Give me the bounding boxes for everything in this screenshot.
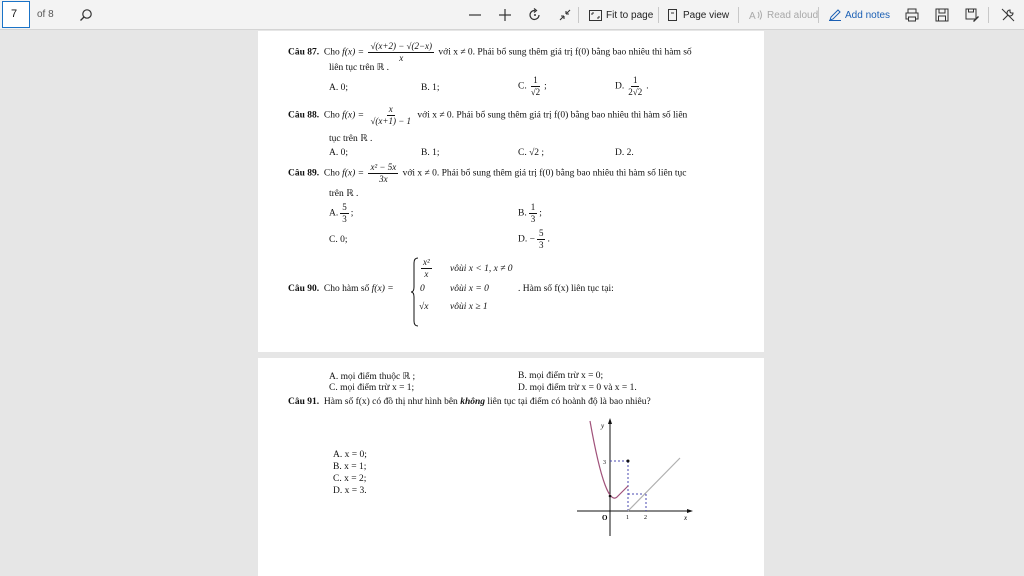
- pdf-page-8: [258, 358, 764, 576]
- print-icon[interactable]: [903, 6, 921, 24]
- y-axis-arrow: [608, 418, 612, 424]
- question-91: Câu 91. Hàm số f(x) có đồ thị như hình bên không liên tục tại điểm có hoành độ là bao nhiêu?: [288, 397, 651, 407]
- q90-option-b: B. mọi điểm trừ x = 0;: [518, 371, 604, 381]
- tick-y-3: 3: [603, 460, 606, 466]
- point-y-intercept: [609, 495, 612, 498]
- page-view-button[interactable]: [668, 7, 729, 23]
- read-aloud-button[interactable]: [749, 7, 818, 23]
- curve-left: [590, 421, 628, 498]
- piecewise-case-2: 0: [420, 284, 425, 294]
- q90-option-d: D. mọi điểm trừ x = 0 và x = 1.: [518, 383, 637, 393]
- question-90-intro: Câu 90. Cho hàm số f(x) =: [288, 284, 394, 294]
- piecewise-cond-1: vôùi x < 1, x ≠ 0: [450, 264, 513, 274]
- q91-option-c: C. x = 2;: [333, 474, 367, 484]
- save-icon[interactable]: [933, 6, 951, 24]
- origin-label: O: [602, 514, 608, 522]
- q87-option-c: C. $\frac{1}{√2}$ ;: [518, 75, 547, 97]
- pdf-page-7: [258, 31, 764, 352]
- piecewise-brace: [411, 257, 419, 327]
- fit-page-icon: [589, 10, 602, 21]
- pen-icon: [829, 9, 841, 21]
- q88-option-a: A. 0;: [329, 148, 348, 158]
- q88-option-c: C. √2 ;: [518, 148, 545, 158]
- fit-to-page-label: Fit to page: [606, 9, 654, 21]
- toolbar: [0, 0, 1024, 30]
- q90-option-c: C. mọi điểm trừ x = 1;: [329, 383, 415, 393]
- add-notes-label: Add notes: [845, 9, 891, 21]
- svg-text:A: A: [749, 11, 756, 21]
- piecewise-case-1: $\frac{\text{x²}}{x}$: [423, 257, 430, 279]
- settings-icon[interactable]: [999, 6, 1017, 24]
- zoom-out-icon[interactable]: [466, 6, 484, 24]
- q89-option-c: C. 0;: [329, 235, 348, 245]
- save-as-icon[interactable]: [963, 6, 981, 24]
- q87-option-a: A. 0;: [329, 83, 348, 93]
- tick-x-2: 2: [644, 515, 647, 521]
- collapse-icon[interactable]: [556, 6, 574, 24]
- q89-continuation: trên ℝ .: [329, 189, 359, 199]
- q88-option-b: B. 1;: [421, 148, 440, 158]
- line-right: [628, 458, 680, 511]
- question-89: Câu 89. Cho f(x) = $\frac{\text{x² − 5x}}{3x}$ với x ≠ 0. Phải bổ sung thêm giá trị f(0) bằng bao nhiêu thì hàm số liên tục: [288, 162, 687, 184]
- y-label: y: [601, 422, 605, 430]
- question-88: Câu 88. Cho f(x) = $\frac{x}{√(x+1) - 1}$ với x ≠ 0. Phải bổ sung thêm giá trị f(0) bằng bao nhiêu thì hàm số liên: [288, 104, 688, 126]
- piecewise-case-3: √x: [419, 302, 429, 312]
- q89-option-b: B. $\frac{1}{3}$ ;: [518, 202, 542, 224]
- read-aloud-icon: [749, 9, 763, 21]
- q88-continuation: tục trên ℝ .: [329, 134, 373, 144]
- zoom-in-icon[interactable]: [496, 6, 514, 24]
- page-number-input[interactable]: 7: [2, 1, 30, 28]
- rotate-icon[interactable]: [526, 6, 544, 24]
- question-87: Câu 87. Cho f(x) = $\frac{√(x+2) - √(2-x)}{x}$ với x ≠ 0. Phải bổ sung thêm giá trị f(0) bằng bao nhiêu thì hàm số: [288, 41, 692, 63]
- q87-option-b: B. 1;: [421, 83, 440, 93]
- point-1-3: [627, 460, 630, 463]
- page-view-icon: [668, 9, 679, 21]
- q90-option-a: A. mọi điểm thuộc ℝ ;: [329, 372, 416, 382]
- q91-option-b: B. x = 1;: [333, 462, 367, 472]
- piecewise-cond-3: vôùi x ≥ 1: [450, 302, 488, 312]
- page-total: of 8: [37, 9, 54, 20]
- q91-option-a: A. x = 0;: [333, 450, 367, 460]
- q90-tail: . Hàm số f(x) liên tục tại:: [518, 284, 614, 294]
- q87-option-d: D. $\frac{1}{2√2}$ .: [615, 75, 649, 97]
- piecewise-cond-2: vôùi x = 0: [450, 284, 489, 294]
- q88-option-d: D. 2.: [615, 148, 634, 158]
- q89-option-a: A. $\frac{5}{3}$ ;: [329, 202, 354, 224]
- q87-continuation: liên tục trên ℝ .: [329, 63, 390, 73]
- read-aloud-label: Read aloud: [767, 9, 819, 21]
- tick-x-1: 1: [626, 515, 629, 521]
- q91-option-d: D. x = 3.: [333, 486, 367, 496]
- fit-to-page-button[interactable]: [589, 7, 653, 23]
- x-axis-arrow: [687, 509, 693, 513]
- x-label: x: [684, 514, 688, 522]
- page-view-label: Page view: [683, 9, 730, 21]
- q89-option-d: D. − $\frac{5}{3}$ .: [518, 228, 550, 250]
- function-graph: [572, 416, 694, 536]
- search-icon[interactable]: [77, 6, 95, 24]
- add-notes-button[interactable]: [829, 7, 890, 23]
